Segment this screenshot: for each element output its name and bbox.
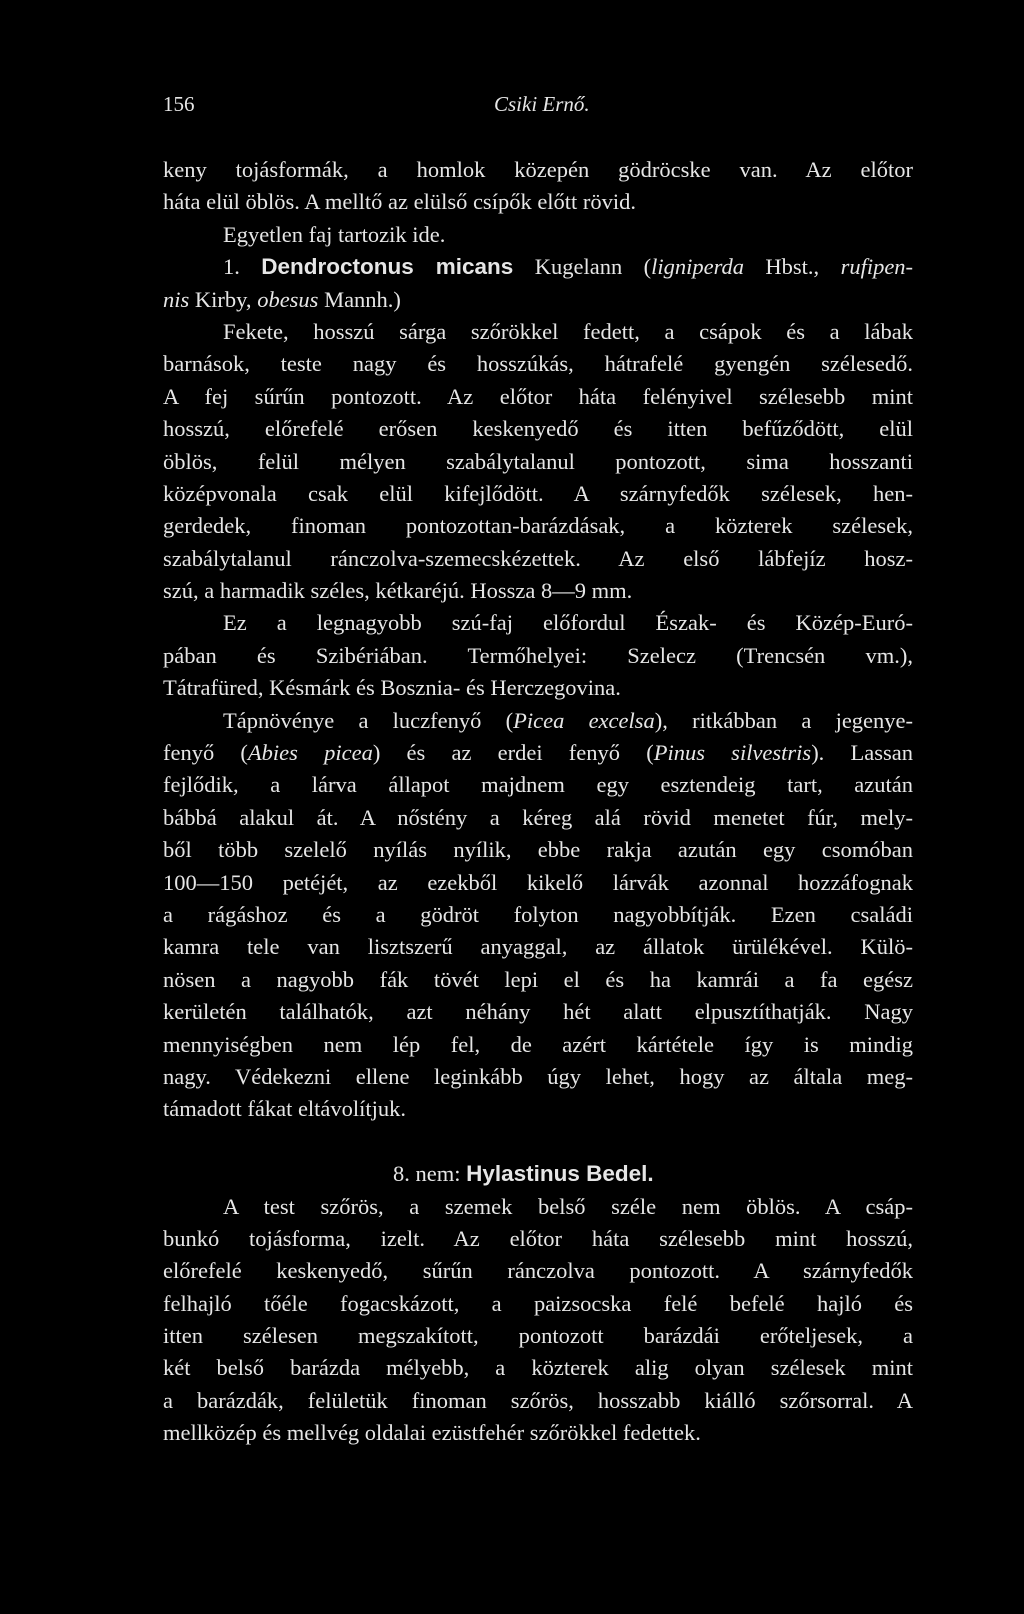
host-text: Tápnövénye a luczfenyő ( bbox=[223, 707, 514, 733]
text-line: a rágáshoz és a gödröt folyton nagyobbítják. Ezen családi bbox=[163, 901, 913, 927]
text-line: támadott fákat eltávolítjuk. bbox=[163, 1096, 407, 1122]
host-species: Picea excelsa bbox=[513, 707, 655, 733]
text-line: A test szőrös, a szemek belső széle nem öblös. A csáp- bbox=[223, 1193, 913, 1219]
host-text: ). Lassan bbox=[811, 740, 913, 766]
text-line: nösen a nagyobb fák tövét lepi el és ha kamrái a fa egész bbox=[163, 966, 913, 992]
text-line: a barázdák, felületük finoman szőrös, hosszabb kiálló szőrsorral. A bbox=[163, 1387, 913, 1413]
species-number: 1. bbox=[223, 254, 240, 280]
text-line: hosszú, előrefelé erősen keskenyedő és itten befűződött, elül bbox=[163, 416, 913, 442]
text-line: bábbá alakul át. A nőstény a kéreg alá rövid menetet fúr, mely- bbox=[163, 804, 913, 830]
species-synonym-line bbox=[163, 284, 913, 316]
running-head: Csiki Ernő. bbox=[494, 92, 590, 116]
text-line: szabálytalanul ránczolva-szemecskézettek. Az első lábfejíz hosz- bbox=[163, 545, 913, 571]
text-line: fejlődik, a lárva állapot majdnem egy esztendeig tart, azután bbox=[163, 772, 913, 798]
host-text: ), ritkábban a jegenye- bbox=[654, 707, 914, 733]
text-line: kerületén találhatók, azt néhány hét alatt elpusztíthatják. Nagy bbox=[163, 999, 913, 1025]
blank-line bbox=[163, 1126, 913, 1158]
host-plant-line bbox=[163, 705, 913, 737]
text-line: Ez a legnagyobb szú-faj előfordul Észak- és Közép-Euró- bbox=[223, 610, 913, 636]
text-line: A fej sűrűn pontozott. Az előtor háta felényivel szélesebb mint bbox=[163, 383, 913, 409]
synonym-name: rufipen- bbox=[840, 254, 914, 280]
synonym-name: ligniperda bbox=[651, 254, 745, 280]
host-text: fenyő ( bbox=[163, 740, 248, 766]
synonym-author: Mannh.) bbox=[324, 286, 401, 312]
species-heading-line bbox=[163, 251, 913, 283]
body-text bbox=[163, 154, 913, 1450]
synonym-name: nis bbox=[163, 286, 190, 312]
text-line: szú, a harmadik széles, kétkaréjú. Hossza 8—9 mm. bbox=[163, 578, 633, 604]
genus-name: Hylastinus Bedel. bbox=[466, 1161, 654, 1187]
text-line: barnások, teste nagy és hosszúkás, hátrafelé gyengén szélesedő. bbox=[163, 351, 913, 377]
species-name: Dendroctonus micans bbox=[261, 254, 514, 280]
text-line: mellközép és mellvég oldalai ezüstfehér szőrökkel fedettek. bbox=[163, 1420, 701, 1446]
text-line: öblös, felül mélyen szabálytalanul pontozott, sima hosszanti bbox=[163, 448, 913, 474]
text-line: nagy. Védekezni ellene leginkább úgy lehet, hogy az általa meg- bbox=[163, 1063, 913, 1089]
text-line: felhajló tőéle fogacskázott, a paizsocska felé befelé hajló és bbox=[163, 1290, 913, 1316]
text-line: gerdedek, finoman pontozottan-barázdásak, a közterek szélesek, bbox=[163, 513, 913, 539]
text-line: középvonala csak elül kifejlődött. A szárnyfedők szélesek, hen- bbox=[163, 480, 913, 506]
host-plant-line bbox=[163, 737, 913, 769]
text-line: Egyetlen faj tartozik ide. bbox=[223, 221, 446, 247]
text-line: mennyiségben nem lép fel, de azért kártétele így is mindig bbox=[163, 1031, 913, 1057]
text-line: háta elül öblös. A melltő az elülső csípők előtt rövid. bbox=[163, 189, 637, 215]
species-author: Kugelann bbox=[534, 254, 623, 280]
text-line: előrefelé keskenyedő, sűrűn ránczolva pontozott. A szárnyfedők bbox=[163, 1258, 913, 1284]
text-line: Tátrafüred, Késmárk és Bosznia- és Herczegovina. bbox=[163, 675, 621, 701]
text-line: Fekete, hosszú sárga szőrökkel fedett, a csápok és a lábak bbox=[223, 318, 913, 344]
synonym-author: Kirby, bbox=[194, 286, 252, 312]
text-line: kamra tele van lisztszerű anyaggal, az állatok ürülékével. Külö- bbox=[163, 934, 913, 960]
text-line: 100—150 petéjét, az ezekből kikelő lárvák azonnal hozzáfognak bbox=[163, 869, 913, 895]
text-line: pában és Szibériában. Termőhelyei: Szelecz (Trencsén vm.), bbox=[163, 642, 913, 668]
page-number: 156 bbox=[163, 92, 195, 116]
host-species: Abies picea bbox=[247, 740, 373, 766]
genus-number: 8. nem: bbox=[393, 1161, 461, 1187]
text-line: két belső barázda mélyebb, a közterek alig olyan szélesek mint bbox=[163, 1355, 913, 1381]
text-line: keny tojásformák, a homlok közepén gödröcske van. Az előtor bbox=[163, 157, 913, 182]
synonym-author: Hbst., bbox=[765, 254, 820, 280]
open-paren: ( bbox=[643, 254, 652, 280]
synonym-name: obesus bbox=[257, 286, 319, 312]
host-species: Pinus silvestris bbox=[653, 740, 812, 766]
text-line: itten szélesen megszakított, pontozott barázdái erőteljesek, a bbox=[163, 1323, 913, 1349]
page-header bbox=[0, 92, 1024, 122]
text-line: bunkó tojásforma, izelt. Az előtor háta szélesebb mint hosszú, bbox=[163, 1225, 913, 1251]
host-text: ) és az erdei fenyő ( bbox=[372, 740, 654, 766]
text-line: ből több szelelő nyílás nyílik, ebbe rakja azután egy csomóban bbox=[163, 837, 913, 863]
genus-heading bbox=[163, 1158, 913, 1190]
